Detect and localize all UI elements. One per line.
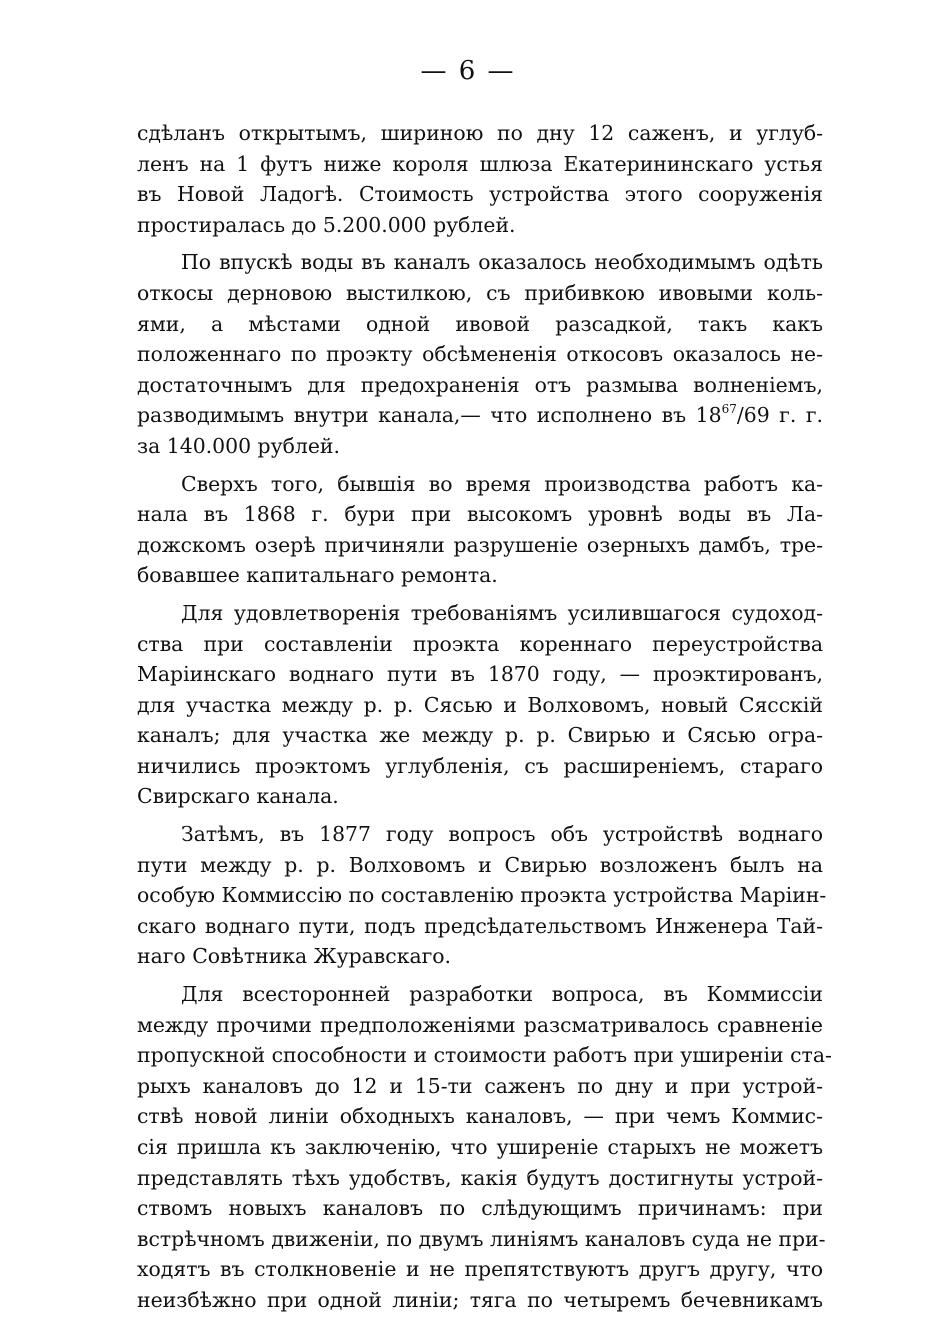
text-line: Затѣмъ, въ 1877 году вопросъ объ устройствѣ воднаго [181, 822, 823, 847]
text-line: ствомъ новыхъ каналовъ по слѣдующимъ причинамъ: при [137, 1196, 823, 1221]
text-line: ходятъ въ столкновеніе и не препятствуютъ другъ другу, что [137, 1257, 823, 1282]
page-number: — 6 — [420, 56, 516, 86]
text-line: ничились проэктомъ углубленія, съ расширеніемъ, стараго [137, 753, 823, 778]
text-line: Для всесторонней разработки вопроса, въ Коммиссіи [181, 982, 823, 1007]
paragraph [137, 469, 823, 591]
text-line: ства при составленіи проэкта кореннаго переустройства [137, 631, 823, 656]
paragraph [137, 979, 832, 1316]
text-line: сія пришла къ заключенію, что уширеніе старыхъ не можетъ [137, 1135, 823, 1159]
text-line: для участка между р. р. Сясью и Волховомъ, новый Сясскій [137, 692, 823, 717]
text-line: Свирскаго канала. [137, 784, 339, 809]
text-line: бовавшее капитальнаго ремонта. [137, 563, 498, 588]
paragraph [137, 247, 823, 461]
text-fragment: разводимымъ внутри канала,— что исполнено въ 18 [137, 403, 722, 428]
year-superscript: 67 [721, 402, 737, 417]
text-line: положеннаго по проэкту обсѣмененія откосовъ оказалось не- [137, 342, 823, 367]
text-line: Для удовлетворенія требованіямъ усилившагося судоход- [181, 600, 823, 625]
text-line: сдѣланъ открытымъ, шириною по дну 12 саженъ, и углуб- [137, 121, 823, 145]
text-line: пропускной способности и стоимости работъ при уширеніи ста- [137, 1043, 832, 1068]
paragraph [137, 819, 827, 972]
text-line: особую Коммиссію по составленію проэкта устройства Маріин- [137, 883, 827, 908]
text-line: достаточнымъ для предохраненія отъ размыва волненіемъ, [137, 372, 823, 397]
text-line: представлять тѣхъ удобствъ, какія будутъ достигнуты устрой- [137, 1165, 823, 1190]
paragraph [137, 118, 823, 240]
year-suffix: /69 г. г. [736, 403, 824, 428]
text-line: простиралась до 5.200.000 рублей. [137, 212, 516, 237]
text-line: нала въ 1868 г. бури при высокомъ уровнѣ воды въ Ла- [137, 502, 823, 527]
text-line: за 140.000 рублей. [137, 433, 340, 458]
text-line: каналъ; для участка же между р. р. Свирью и Сясью огра- [137, 723, 823, 748]
text-line: въ Новой Ладогѣ. Стоимость устройства этого сооруженія [137, 182, 823, 207]
text-line: рыхъ каналовъ до 12 и 15-ти саженъ по дну и при устрой- [137, 1073, 823, 1098]
text-line: скаго воднаго пути, подъ предсѣдательствомъ Инженера Тай- [137, 913, 823, 938]
text-line: Маріинскаго воднаго пути въ 1870 году, — проэктированъ, [137, 662, 823, 687]
paragraph [137, 598, 823, 812]
text-line [137, 400, 823, 431]
text-line: ленъ на 1 футъ ниже короля шлюза Екатерининскаго устья [137, 151, 823, 176]
text-line: дожскомъ озерѣ причиняли разрушеніе озерныхъ дамбъ, тре- [137, 532, 823, 557]
body-text [137, 118, 832, 1323]
text-line: ями, а мѣстами одной ивовой разсадкой, такъ какъ [137, 311, 823, 336]
text-line: наго Совѣтника Журавскаго. [137, 944, 452, 969]
text-line: По впускѣ воды въ каналъ оказалось необходимымъ одѣть [181, 250, 823, 275]
text-line: Сверхъ того, бывшія во время производства работъ ка- [181, 471, 823, 496]
text-line: между прочими предположеніями разсматривалось сравненіе [137, 1012, 823, 1037]
text-line: встрѣчномъ движеніи, по двумъ линіямъ каналовъ суда не при- [137, 1226, 826, 1251]
text-line: неизбѣжно при одной линіи; тяга по четыремъ бечевникамъ [137, 1287, 823, 1312]
text-line: откосы дерновою выстилкою, съ прибивкою ивовыми коль- [137, 280, 823, 305]
text-line: ствѣ новой линіи обходныхъ каналовъ, — при чемъ Коммис- [137, 1104, 823, 1129]
text-line: пути между р. р. Волховомъ и Свирью возложенъ былъ на [137, 852, 823, 877]
